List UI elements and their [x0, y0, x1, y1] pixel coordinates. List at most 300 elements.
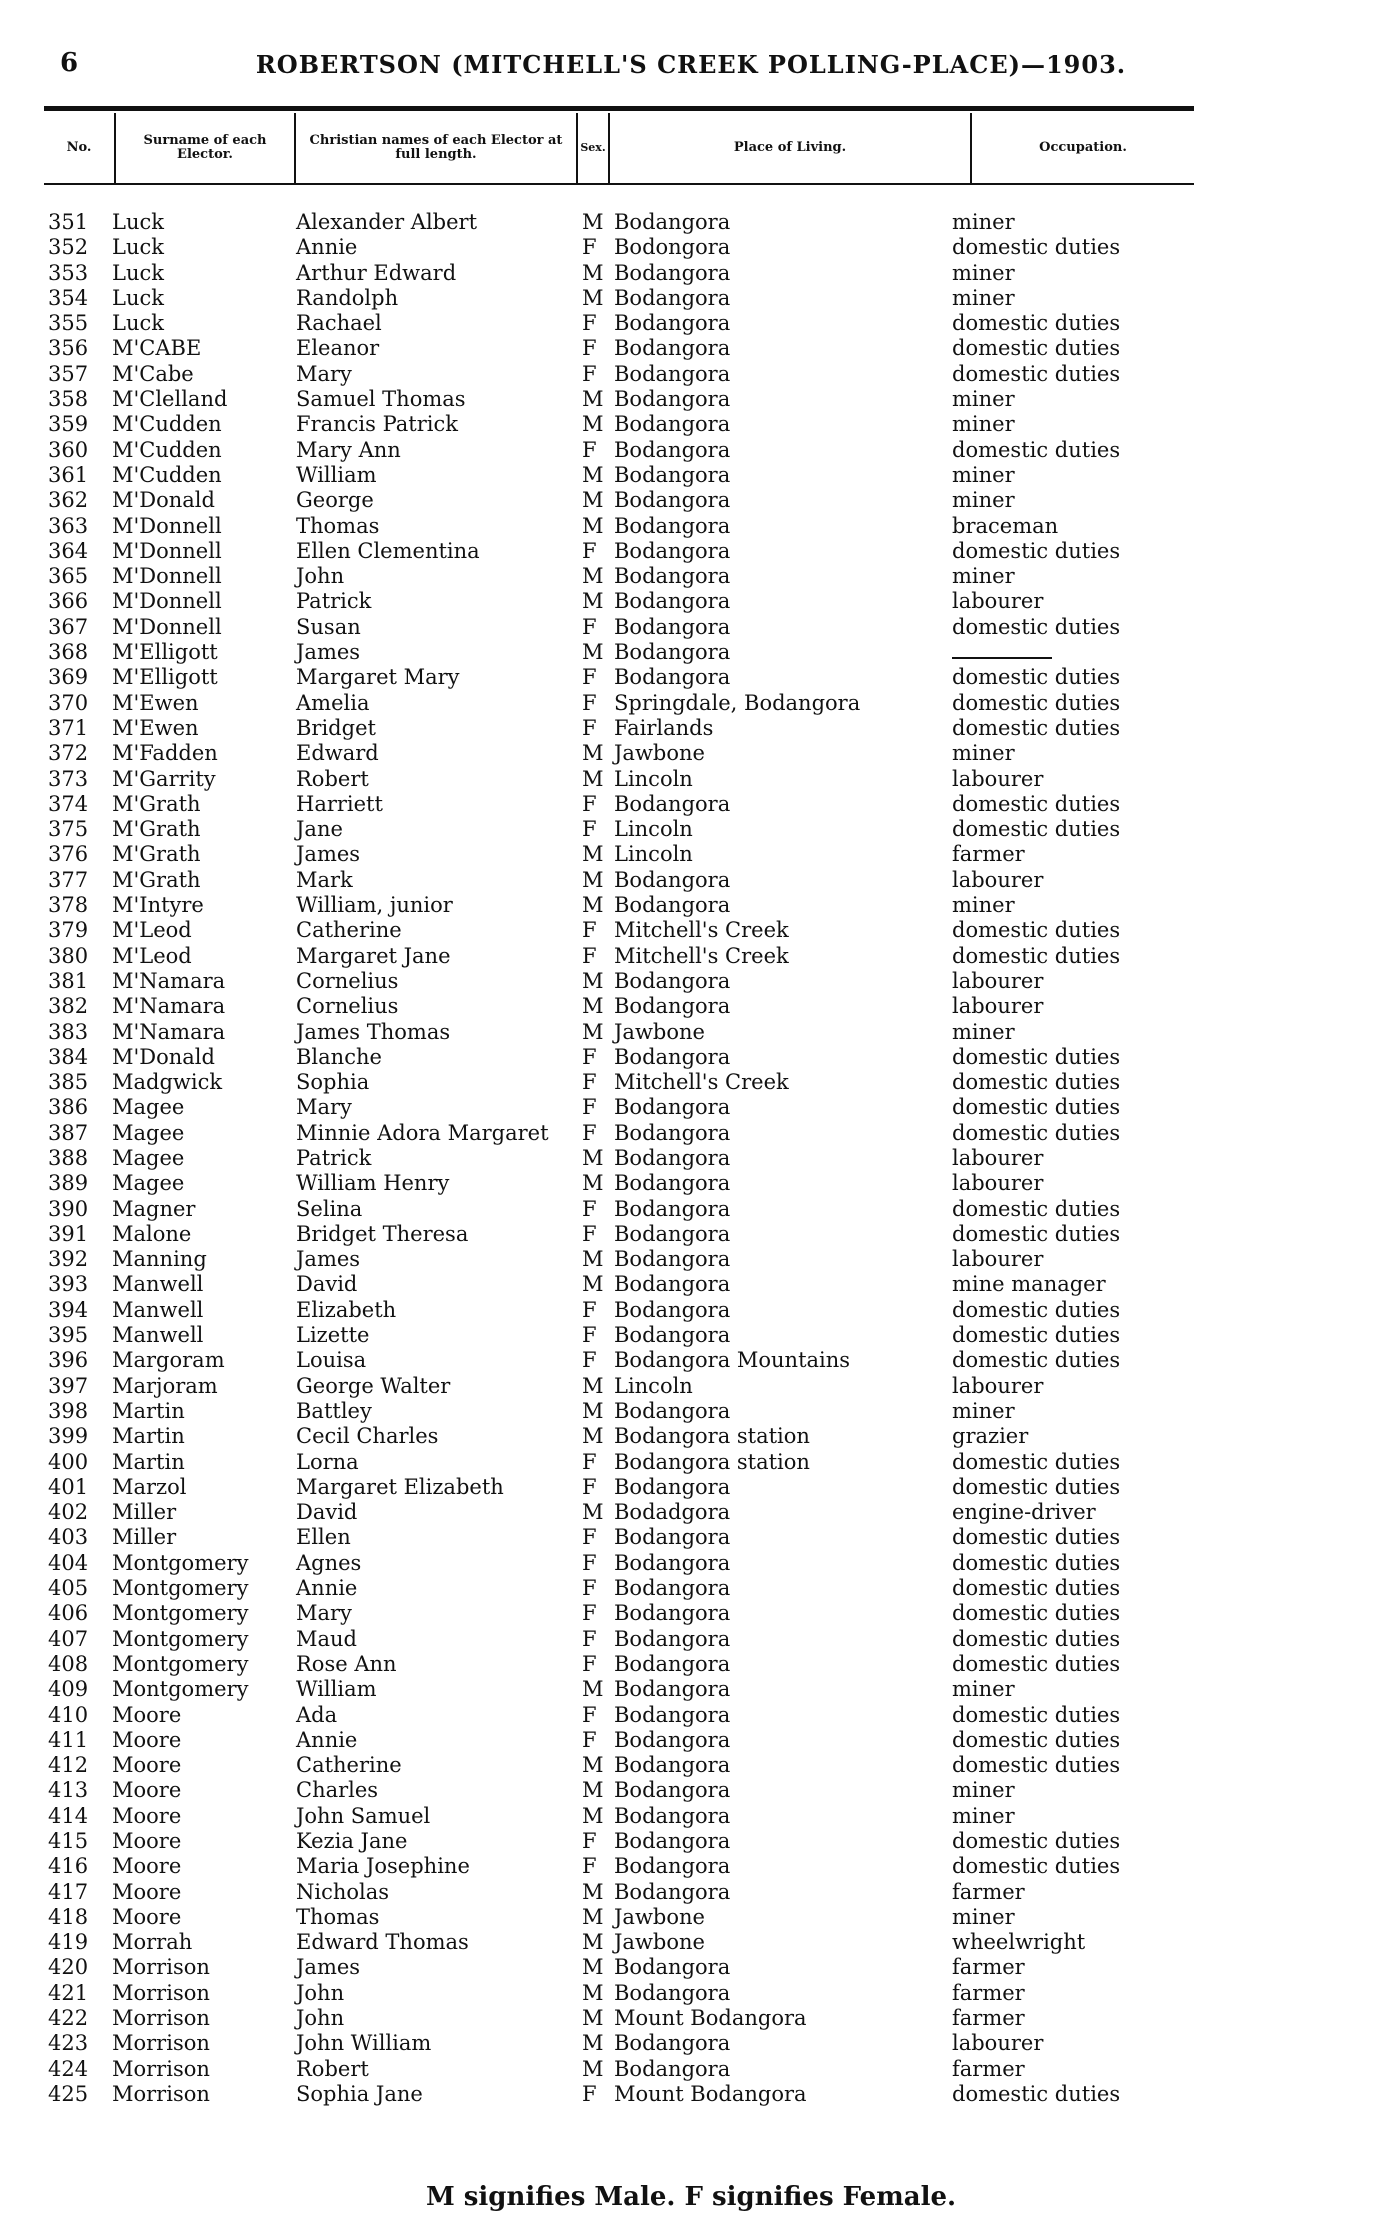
- elector-christian-names: Robert: [296, 2056, 369, 2081]
- table-row: [0, 1981, 1382, 2006]
- elector-number: 396: [48, 1348, 89, 1373]
- elector-occupation: farmer: [952, 2056, 1025, 2081]
- table-row: [0, 1753, 1382, 1778]
- elector-number: 410: [48, 1702, 89, 1727]
- elector-christian-names: James: [296, 1955, 361, 1980]
- elector-sex: F: [582, 336, 597, 361]
- elector-occupation: domestic duties: [952, 1550, 1121, 1575]
- elector-occupation: domestic duties: [952, 1854, 1121, 1879]
- table-row: [0, 1500, 1382, 1525]
- elector-sex: M: [582, 1019, 604, 1044]
- elector-sex: F: [582, 538, 597, 563]
- col-header-surname: Surname of each Elector.: [116, 113, 296, 183]
- elector-occupation: miner: [952, 285, 1015, 310]
- elector-sex: M: [582, 766, 604, 791]
- elector-occupation: domestic duties: [952, 361, 1121, 386]
- elector-number: 402: [48, 1500, 89, 1525]
- elector-place: Bodangora station: [614, 1449, 810, 1474]
- elector-surname: Miller: [112, 1525, 177, 1550]
- elector-christian-names: Bridget: [296, 715, 376, 740]
- table-row: [0, 438, 1382, 463]
- elector-occupation: miner: [952, 1778, 1015, 1803]
- elector-surname: M'Leod: [112, 918, 192, 943]
- elector-christian-names: James: [296, 640, 361, 665]
- elector-number: 358: [48, 387, 89, 412]
- elector-surname: Luck: [112, 235, 164, 260]
- elector-place: Bodangora: [614, 1879, 731, 1904]
- elector-number: 392: [48, 1247, 89, 1272]
- table-row: [0, 868, 1382, 893]
- elector-place: Lincoln: [614, 1373, 693, 1398]
- elector-sex: F: [582, 1323, 597, 1348]
- table-row: [0, 235, 1382, 260]
- elector-sex: M: [582, 210, 604, 234]
- elector-place: Bodangora: [614, 488, 731, 513]
- table-row: [0, 539, 1382, 564]
- elector-place: Bodangora: [614, 589, 731, 614]
- table-row: [0, 817, 1382, 842]
- elector-sex: M: [582, 1879, 604, 1904]
- col-header-place: Place of Living.: [610, 113, 972, 183]
- elector-number: 421: [48, 1980, 89, 2005]
- elector-sex: F: [582, 1576, 597, 1601]
- elector-sex: F: [582, 1044, 597, 1069]
- elector-number: 386: [48, 1095, 89, 1120]
- elector-christian-names: Annie: [296, 1727, 358, 1752]
- elector-christian-names: William Henry: [296, 1171, 450, 1196]
- elector-christian-names: Battley: [296, 1398, 372, 1423]
- table-row: [0, 2006, 1382, 2031]
- elector-occupation: domestic duties: [952, 1221, 1121, 1246]
- elector-number: 377: [48, 867, 89, 892]
- table-row: [0, 1374, 1382, 1399]
- elector-christian-names: Elizabeth: [296, 1297, 397, 1322]
- elector-occupation: miner: [952, 462, 1015, 487]
- elector-place: Mitchell's Creek: [614, 918, 789, 943]
- elector-number: 411: [48, 1727, 89, 1752]
- elector-christian-names: Cornelius: [296, 994, 399, 1019]
- elector-christian-names: Alexander Albert: [296, 210, 478, 234]
- elector-occupation: domestic duties: [952, 2081, 1121, 2106]
- elector-occupation: [952, 640, 1052, 665]
- elector-place: Bodangora: [614, 437, 731, 462]
- elector-place: Bodangora: [614, 311, 731, 336]
- elector-christian-names: Ellen Clementina: [296, 538, 480, 563]
- elector-sex: M: [582, 842, 604, 867]
- elector-sex: F: [582, 1651, 597, 1676]
- elector-surname: Moore: [112, 1904, 182, 1929]
- elector-surname: M'Namara: [112, 1019, 226, 1044]
- elector-occupation: domestic duties: [952, 1576, 1121, 1601]
- elector-christian-names: Louisa: [296, 1348, 367, 1373]
- elector-christian-names: Annie: [296, 1576, 358, 1601]
- elector-sex: M: [582, 1930, 604, 1955]
- elector-place: Lincoln: [614, 766, 693, 791]
- elector-place: Bodangora: [614, 1601, 731, 1626]
- elector-number: 408: [48, 1651, 89, 1676]
- elector-place: Jawbone: [614, 1904, 705, 1929]
- elector-number: 355: [48, 311, 89, 336]
- elector-occupation: labourer: [952, 1171, 1044, 1196]
- elector-number: 351: [48, 210, 89, 234]
- electors-table: [0, 210, 1382, 2107]
- elector-place: Bodangora: [614, 1651, 731, 1676]
- table-row: [0, 463, 1382, 488]
- elector-number: 395: [48, 1323, 89, 1348]
- elector-sex: F: [582, 1095, 597, 1120]
- elector-place: Jawbone: [614, 1930, 705, 1955]
- table-row: [0, 944, 1382, 969]
- table-row: [0, 1955, 1382, 1980]
- elector-number: 380: [48, 943, 89, 968]
- elector-occupation: miner: [952, 564, 1015, 589]
- table-row: [0, 261, 1382, 286]
- elector-sex: M: [582, 741, 604, 766]
- elector-sex: M: [582, 589, 604, 614]
- table-row: [0, 336, 1382, 361]
- elector-place: Bodangora: [614, 1753, 731, 1778]
- elector-christian-names: Bridget Theresa: [296, 1221, 469, 1246]
- table-row: [0, 1197, 1382, 1222]
- table-row: [0, 1020, 1382, 1045]
- elector-sex: F: [582, 791, 597, 816]
- elector-surname: M'Grath: [112, 817, 201, 842]
- elector-occupation: wheelwright: [952, 1930, 1086, 1955]
- elector-place: Bodangora: [614, 412, 731, 437]
- elector-christian-names: Minnie Adora Margaret: [296, 1120, 549, 1145]
- elector-place: Bodangora: [614, 285, 731, 310]
- elector-surname: M'Donnell: [112, 589, 222, 614]
- elector-place: Bodangora: [614, 1044, 731, 1069]
- elector-surname: Martin: [112, 1449, 185, 1474]
- elector-surname: M'Elligott: [112, 665, 218, 690]
- elector-sex: F: [582, 1727, 597, 1752]
- elector-place: Bodangora: [614, 210, 731, 234]
- elector-occupation: domestic duties: [952, 690, 1121, 715]
- elector-number: 364: [48, 538, 89, 563]
- table-row: [0, 412, 1382, 437]
- table-row: [0, 1703, 1382, 1728]
- elector-occupation: domestic duties: [952, 1651, 1121, 1676]
- elector-number: 418: [48, 1904, 89, 1929]
- elector-number: 375: [48, 817, 89, 842]
- table-row: [0, 1804, 1382, 1829]
- elector-surname: Manwell: [112, 1272, 204, 1297]
- elector-occupation: grazier: [952, 1424, 1029, 1449]
- elector-number: 353: [48, 260, 89, 285]
- elector-number: 381: [48, 968, 89, 993]
- table-row: [0, 1627, 1382, 1652]
- elector-sex: M: [582, 1980, 604, 2005]
- elector-sex: F: [582, 943, 597, 968]
- elector-occupation: miner: [952, 210, 1015, 234]
- elector-christian-names: Lorna: [296, 1449, 359, 1474]
- elector-sex: F: [582, 614, 597, 639]
- elector-place: Bodangora: [614, 1297, 731, 1322]
- elector-occupation: labourer: [952, 589, 1044, 614]
- elector-occupation: domestic duties: [952, 1601, 1121, 1626]
- elector-surname: Magner: [112, 1196, 196, 1221]
- elector-surname: Luck: [112, 210, 164, 234]
- elector-occupation: miner: [952, 741, 1015, 766]
- elector-surname: Montgomery: [112, 1626, 249, 1651]
- elector-occupation: domestic duties: [952, 1348, 1121, 1373]
- elector-sex: F: [582, 665, 597, 690]
- table-row: [0, 842, 1382, 867]
- elector-occupation: labourer: [952, 994, 1044, 1019]
- elector-christian-names: Thomas: [296, 513, 380, 538]
- elector-christian-names: Margaret Jane: [296, 943, 451, 968]
- elector-sex: F: [582, 235, 597, 260]
- elector-surname: M'Donald: [112, 488, 215, 513]
- elector-surname: Morrison: [112, 2056, 210, 2081]
- elector-surname: Magee: [112, 1171, 185, 1196]
- elector-number: 406: [48, 1601, 89, 1626]
- elector-surname: M'Donald: [112, 1044, 215, 1069]
- table-row: [0, 1323, 1382, 1348]
- elector-surname: Martin: [112, 1424, 185, 1449]
- elector-sex: M: [582, 1677, 604, 1702]
- elector-place: Bodadgora: [614, 1500, 731, 1525]
- table-row: [0, 1525, 1382, 1550]
- elector-sex: F: [582, 1297, 597, 1322]
- elector-number: 368: [48, 640, 89, 665]
- elector-place: Bodangora: [614, 1677, 731, 1702]
- elector-occupation: domestic duties: [952, 311, 1121, 336]
- elector-number: 400: [48, 1449, 89, 1474]
- elector-number: 409: [48, 1677, 89, 1702]
- elector-sex: F: [582, 1525, 597, 1550]
- elector-place: Bodangora: [614, 640, 731, 665]
- elector-place: Bodangora: [614, 1550, 731, 1575]
- elector-number: 352: [48, 235, 89, 260]
- elector-surname: M'Elligott: [112, 640, 218, 665]
- elector-occupation: domestic duties: [952, 336, 1121, 361]
- elector-christian-names: James: [296, 1247, 361, 1272]
- elector-christian-names: John: [296, 2006, 345, 2031]
- elector-surname: M'Grath: [112, 842, 201, 867]
- elector-surname: Luck: [112, 260, 164, 285]
- table-row: [0, 1475, 1382, 1500]
- elector-number: 361: [48, 462, 89, 487]
- table-row: [0, 1298, 1382, 1323]
- elector-sex: M: [582, 640, 604, 665]
- elector-sex: F: [582, 1702, 597, 1727]
- elector-surname: M'CABE: [112, 336, 202, 361]
- elector-surname: M'Donnell: [112, 564, 222, 589]
- table-row: [0, 488, 1382, 513]
- elector-number: 365: [48, 564, 89, 589]
- table-row: [0, 1399, 1382, 1424]
- elector-number: 414: [48, 1803, 89, 1828]
- elector-place: Bodangora: [614, 387, 731, 412]
- elector-occupation: domestic duties: [952, 1449, 1121, 1474]
- elector-sex: M: [582, 1398, 604, 1423]
- elector-surname: Miller: [112, 1500, 177, 1525]
- elector-christian-names: Patrick: [296, 589, 372, 614]
- elector-christian-names: Patrick: [296, 1145, 372, 1170]
- elector-sex: M: [582, 1778, 604, 1803]
- table-row: [0, 1576, 1382, 1601]
- elector-number: 385: [48, 1070, 89, 1095]
- elector-surname: Montgomery: [112, 1576, 249, 1601]
- elector-place: Bodangora: [614, 1778, 731, 1803]
- elector-sex: F: [582, 1120, 597, 1145]
- elector-occupation: domestic duties: [952, 1070, 1121, 1095]
- elector-number: 369: [48, 665, 89, 690]
- elector-surname: Moore: [112, 1753, 182, 1778]
- table-row: [0, 918, 1382, 943]
- elector-number: 422: [48, 2006, 89, 2031]
- table-row: [0, 1146, 1382, 1171]
- elector-sex: F: [582, 690, 597, 715]
- elector-christian-names: William: [296, 1677, 377, 1702]
- elector-surname: Morrison: [112, 1955, 210, 1980]
- elector-sex: M: [582, 1500, 604, 1525]
- elector-christian-names: Agnes: [296, 1550, 362, 1575]
- elector-surname: M'Namara: [112, 994, 226, 1019]
- elector-occupation: miner: [952, 412, 1015, 437]
- elector-sex: M: [582, 387, 604, 412]
- elector-christian-names: George: [296, 488, 374, 513]
- elector-surname: Martin: [112, 1398, 185, 1423]
- elector-surname: Montgomery: [112, 1651, 249, 1676]
- elector-surname: M'Donnell: [112, 513, 222, 538]
- elector-occupation: labourer: [952, 1373, 1044, 1398]
- elector-occupation: miner: [952, 1019, 1015, 1044]
- elector-surname: M'Cabe: [112, 361, 194, 386]
- col-header-no: No.: [44, 113, 116, 183]
- elector-christian-names: James Thomas: [296, 1019, 451, 1044]
- elector-surname: M'Donnell: [112, 614, 222, 639]
- footer-legend: M signifies Male. F signifies Female.: [425, 2182, 957, 2212]
- elector-place: Bodangora: [614, 1171, 731, 1196]
- table-row: [0, 1171, 1382, 1196]
- table-row: [0, 1652, 1382, 1677]
- elector-occupation: domestic duties: [952, 1727, 1121, 1752]
- table-row: [0, 969, 1382, 994]
- elector-christian-names: Cornelius: [296, 968, 399, 993]
- elector-number: 391: [48, 1221, 89, 1246]
- elector-occupation: domestic duties: [952, 1323, 1121, 1348]
- elector-number: 425: [48, 2081, 89, 2106]
- blank-occupation-line: [952, 657, 1052, 659]
- elector-occupation: domestic duties: [952, 437, 1121, 462]
- elector-place: Jawbone: [614, 1019, 705, 1044]
- elector-sex: F: [582, 1196, 597, 1221]
- elector-christian-names: Margaret Elizabeth: [296, 1474, 504, 1499]
- elector-christian-names: Robert: [296, 766, 369, 791]
- elector-place: Bodangora: [614, 1196, 731, 1221]
- elector-sex: M: [582, 1171, 604, 1196]
- elector-sex: M: [582, 2056, 604, 2081]
- elector-christian-names: Ada: [296, 1702, 338, 1727]
- elector-place: Bodangora: [614, 1955, 731, 1980]
- elector-christian-names: John William: [296, 2031, 432, 2056]
- elector-number: 390: [48, 1196, 89, 1221]
- elector-number: 372: [48, 741, 89, 766]
- elector-surname: M'Leod: [112, 943, 192, 968]
- elector-number: 419: [48, 1930, 89, 1955]
- elector-surname: Manning: [112, 1247, 207, 1272]
- elector-sex: F: [582, 1348, 597, 1373]
- header-rule-bottom: [44, 183, 1194, 185]
- elector-christian-names: John: [296, 1980, 345, 2005]
- table-row: [0, 1930, 1382, 1955]
- table-row: [0, 1880, 1382, 1905]
- elector-surname: M'Garrity: [112, 766, 216, 791]
- elector-christian-names: John Samuel: [296, 1803, 431, 1828]
- elector-number: 360: [48, 437, 89, 462]
- elector-sex: F: [582, 437, 597, 462]
- elector-occupation: domestic duties: [952, 1474, 1121, 1499]
- elector-christian-names: Amelia: [296, 690, 370, 715]
- elector-number: 370: [48, 690, 89, 715]
- elector-surname: Montgomery: [112, 1550, 249, 1575]
- elector-christian-names: James: [296, 842, 361, 867]
- elector-surname: Moore: [112, 1854, 182, 1879]
- elector-place: Mount Bodangora: [614, 2006, 807, 2031]
- table-row: [0, 1070, 1382, 1095]
- elector-place: Bodangora: [614, 1829, 731, 1853]
- elector-sex: M: [582, 412, 604, 437]
- elector-place: Bodangora: [614, 336, 731, 361]
- elector-occupation: labourer: [952, 766, 1044, 791]
- elector-occupation: miner: [952, 1398, 1015, 1423]
- table-row: [0, 640, 1382, 665]
- elector-sex: F: [582, 1601, 597, 1626]
- elector-sex: M: [582, 994, 604, 1019]
- elector-place: Bodangora: [614, 1854, 731, 1879]
- elector-surname: Moore: [112, 1778, 182, 1803]
- elector-occupation: miner: [952, 488, 1015, 513]
- elector-place: Bodangora: [614, 564, 731, 589]
- table-row: [0, 1222, 1382, 1247]
- elector-occupation: farmer: [952, 1980, 1025, 2005]
- elector-christian-names: Selina: [296, 1196, 363, 1221]
- elector-place: Bodangora: [614, 1221, 731, 1246]
- elector-occupation: farmer: [952, 842, 1025, 867]
- elector-number: 383: [48, 1019, 89, 1044]
- elector-sex: F: [582, 817, 597, 842]
- elector-occupation: domestic duties: [952, 943, 1121, 968]
- elector-sex: M: [582, 2006, 604, 2031]
- elector-occupation: domestic duties: [952, 538, 1121, 563]
- elector-number: 403: [48, 1525, 89, 1550]
- elector-place: Bodongora: [614, 235, 731, 260]
- elector-surname: M'Intyre: [112, 893, 204, 918]
- table-row: [0, 2031, 1382, 2056]
- elector-christian-names: Jane: [296, 817, 343, 842]
- elector-sex: M: [582, 260, 604, 285]
- elector-place: Bodangora: [614, 1980, 731, 2005]
- elector-sex: F: [582, 918, 597, 943]
- elector-place: Bodangora: [614, 2031, 731, 2056]
- table-row: [0, 1728, 1382, 1753]
- column-header-row: [44, 113, 1194, 183]
- elector-christian-names: Randolph: [296, 285, 399, 310]
- elector-sex: F: [582, 361, 597, 386]
- elector-occupation: domestic duties: [952, 235, 1121, 260]
- elector-occupation: domestic duties: [952, 715, 1121, 740]
- elector-occupation: mine manager: [952, 1272, 1106, 1297]
- table-row: [0, 286, 1382, 311]
- elector-christian-names: William, junior: [296, 893, 453, 918]
- elector-christian-names: Nicholas: [296, 1879, 390, 1904]
- table-row: [0, 1778, 1382, 1803]
- elector-christian-names: Susan: [296, 614, 361, 639]
- elector-surname: Moore: [112, 1727, 182, 1752]
